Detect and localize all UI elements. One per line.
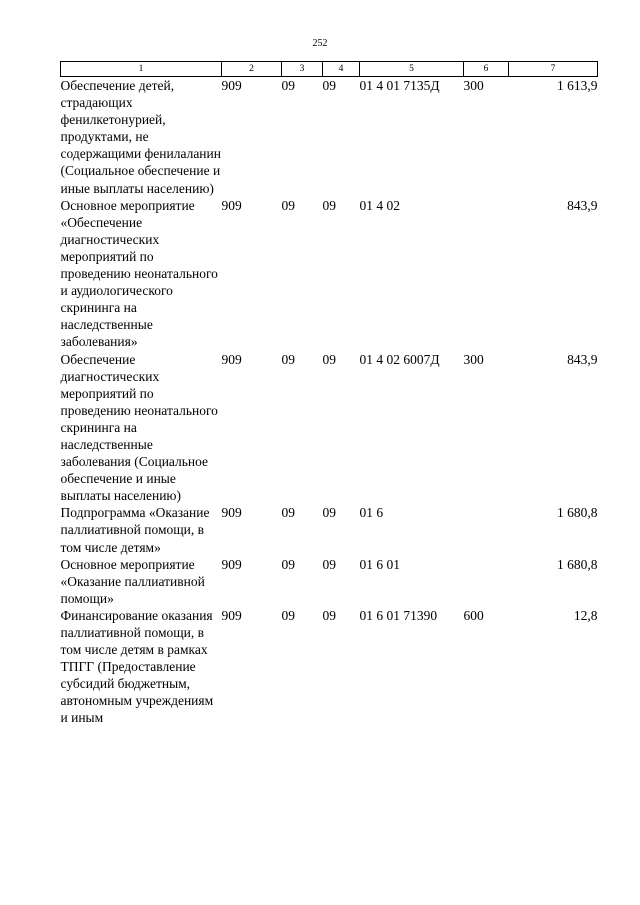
table-row <box>61 77 598 197</box>
header-col-5: 5 <box>360 62 464 77</box>
table-row <box>61 351 598 505</box>
row-expense-type: 300 <box>463 351 484 367</box>
row-expense-type: 600 <box>463 607 484 623</box>
row-amount: 1 680,8 <box>557 505 598 521</box>
row-name: Основное мероприятие «Обеспечение диагностических мероприятий по проведению неонатального и аудиологического скрининга на наследственные заболевания» <box>60 197 218 350</box>
row-target-code: 01 4 01 7135Д <box>359 78 440 93</box>
budget-table <box>60 61 598 727</box>
header-col-4: 4 <box>323 62 360 77</box>
row-target-code: 01 6 <box>359 505 384 521</box>
row-name: Подпрограмма «Оказание паллиативной помощи, в том числе детям» <box>60 505 210 555</box>
row-subsection-code: 09 <box>322 556 336 572</box>
row-amount: 12,8 <box>573 607 598 623</box>
header-col-2: 2 <box>222 62 282 77</box>
row-expense-type <box>464 556 509 607</box>
page-number: 252 <box>312 38 328 49</box>
row-expense-type: 300 <box>463 78 484 93</box>
row-amount: 1 613,9 <box>557 78 598 93</box>
table-row <box>61 504 598 555</box>
header-col-7: 7 <box>509 62 598 77</box>
row-ministry-code: 909 <box>221 78 242 93</box>
row-ministry-code: 909 <box>221 505 242 521</box>
row-amount: 843,9 <box>567 351 598 367</box>
header-col-3: 3 <box>282 62 323 77</box>
row-section-code: 09 <box>281 607 295 623</box>
row-subsection-code: 09 <box>322 197 336 213</box>
row-target-code: 01 6 01 71390 <box>359 607 438 623</box>
row-ministry-code: 909 <box>221 197 242 213</box>
row-ministry-code: 909 <box>221 556 242 572</box>
row-subsection-code: 09 <box>322 78 336 93</box>
table-row <box>61 556 598 607</box>
table-row <box>61 607 598 727</box>
row-amount: 843,9 <box>567 197 598 213</box>
row-subsection-code: 09 <box>322 505 336 521</box>
row-expense-type <box>464 197 509 351</box>
table-row <box>61 197 598 351</box>
row-ministry-code: 909 <box>221 607 242 623</box>
row-name: Финансирование оказания паллиативной помощи, в том числе детям в рамках ТПГГ (Предоставление субсидий бюджетным, автономным учреждениям и иным <box>60 607 214 726</box>
row-target-code: 01 6 01 <box>359 556 400 572</box>
row-subsection-code: 09 <box>322 351 336 367</box>
row-ministry-code: 909 <box>221 351 242 367</box>
row-name: Обеспечение диагностических мероприятий по проведению неонатального скрининга на наследственные заболевания (Социальное обеспечение и иные выплаты населению) <box>60 351 218 504</box>
row-target-code: 01 4 02 <box>359 197 400 213</box>
row-section-code: 09 <box>281 556 295 572</box>
table-body <box>61 77 598 727</box>
row-section-code: 09 <box>281 505 295 521</box>
row-subsection-code: 09 <box>322 607 336 623</box>
row-section-code: 09 <box>281 351 295 367</box>
row-expense-type <box>464 504 509 555</box>
row-name: Основное мероприятие «Оказание паллиативной помощи» <box>60 556 205 606</box>
header-col-6: 6 <box>464 62 509 77</box>
header-row <box>61 62 598 77</box>
row-name: Обеспечение детей, страдающих фенилкетонурией, продуктами, не содержащими фенилаланин (Социальное обеспечение и иные выплаты населению) <box>60 78 221 196</box>
row-section-code: 09 <box>281 78 295 93</box>
row-amount: 1 680,8 <box>557 556 598 572</box>
row-section-code: 09 <box>281 197 295 213</box>
row-target-code: 01 4 02 6007Д <box>359 351 440 367</box>
header-col-1: 1 <box>61 62 222 77</box>
table-header <box>61 62 598 77</box>
